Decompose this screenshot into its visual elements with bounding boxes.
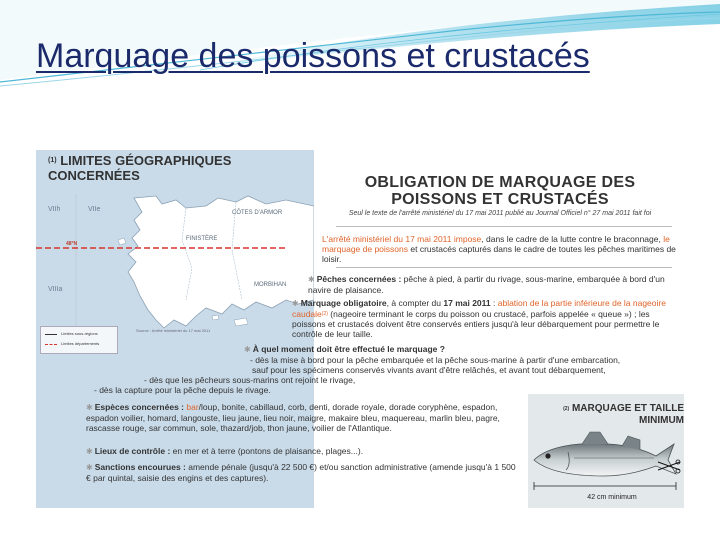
legend-item: Limites sous-régions xyxy=(45,330,115,339)
place-morbihan: MORBIHAN xyxy=(254,282,287,288)
intro-paragraph: L'arrêté ministériel du 17 mai 2011 impose, dans le cadre de la lutte contre le braconnage, le marquage de poissons et crustacés capturés dans le cadre de toutes les pêches maritimes de loisir. xyxy=(322,234,676,264)
map-heading-number: (1) xyxy=(48,157,57,164)
map-heading-text: LIMITES GÉOGRAPHIQUES CONCERNÉES xyxy=(48,153,232,183)
brittany-landmass xyxy=(128,196,314,328)
regulation-poster xyxy=(36,150,684,508)
bullet-star-icon: ✱ xyxy=(292,299,299,308)
poster-heading: OBLIGATION DE MARQUAGE DES POISSONS ET CRUSTACÉS xyxy=(364,174,636,208)
legend-item: Limites départements xyxy=(45,340,115,349)
bullet-star-icon: ✱ xyxy=(86,447,93,456)
sea-bass-fish-icon xyxy=(528,426,684,496)
latitude-label: 48°N xyxy=(66,241,78,247)
intro-highlight: L'arrêté ministériel du 17 mai 2011 impose xyxy=(322,234,482,244)
zone-label-viie: VIIe xyxy=(88,206,101,213)
ouessant-island xyxy=(118,238,126,245)
divider xyxy=(336,267,672,268)
poster-subheading: Seul le texte de l'arrêté ministériel du 17 mai 2011 publié au Journal Officiel n° 27 mai 2011 fait foi xyxy=(348,210,652,217)
belle-ile-island xyxy=(234,318,248,326)
bullet-star-icon: ✱ xyxy=(308,275,315,284)
bullet-star-icon: ✱ xyxy=(86,403,93,412)
lieux-item: ✱ Lieux de contrôle : en mer et à terre (pontons de plaisance, plages...). xyxy=(86,446,364,456)
moment-item: ✱ À quel moment doit être effectué le marquage ? - dès la mise à bord pour la pêche embarquée et la pêche sous-marine à partir d'une embarcation, sauf pour les spécimens conservés vivants avant d'être relâchés, et avant tout débarquement, - dès que les pêcheurs sous-marins ont rejoint le rivage, - dès la capture pour la pêche depuis le rivage. xyxy=(94,344,621,395)
zone-label-viiia: VIIIa xyxy=(48,286,63,293)
marquage-item: ✱ Marquage obligatoire, à compter du 17 mai 2011 : ablation de la partie inférieure de la nageoire caudale$^{(2)}$ (nageoire terminant le corps du poisson ou crustacé, parfois appelée « queue ») ; les poissons et crustacés doivent être conservés entiers jusqu'à leur débarquement pour permettre le contrôle de leur taille. xyxy=(292,298,666,339)
bullet-star-icon: ✱ xyxy=(86,463,93,472)
minimum-size-label: 42 cm minimum xyxy=(587,494,637,501)
map-source-note: Source : Arrêté ministériel du 17 mai 2011 xyxy=(136,328,211,333)
sanctions-item: ✱ Sanctions encourues : amende pénale (jusqu'à 22 500 €) et/ou sanction administrative (amende jusqu'à 1 500 € par quintal, saisie des engins et des captures). xyxy=(86,462,516,483)
map-legend xyxy=(40,326,118,354)
fish-panel-title: $^{(2)}$ MARQUAGE ET TAILLE MINIMUM xyxy=(563,403,684,426)
slide-title: Marquage des poissons et crustacés xyxy=(36,37,590,75)
fish-marking-panel xyxy=(528,394,684,508)
divider xyxy=(336,226,672,227)
bullet-star-icon: ✱ xyxy=(244,345,251,354)
place-cotes-armor: CÔTES D'ARMOR xyxy=(232,210,283,216)
map-heading xyxy=(48,153,308,183)
zone-label-viih: VIIh xyxy=(48,206,61,213)
place-finistere: FINISTÈRE xyxy=(186,236,218,242)
especes-item: ✱ Espèces concernées : bar/loup, bonite, cabillaud, corb, denti, dorade royale, dorade coryphène, espadon, espadon voilier, homard, langouste, lieu jaune, lieu noir, maigre, makaire bleu, maquereau, marlin bleu, pagre, rascasse rouge, sar commun, sole, thazard/job, thon jaune, voilier de l'Atlantique. xyxy=(86,402,500,433)
groix-island xyxy=(212,315,219,320)
peches-item: ✱ Pêches concernées : pêche à pied, à partir du rivage, sous-marine, embarquée à bord d'un navire de plaisance. xyxy=(308,274,665,295)
